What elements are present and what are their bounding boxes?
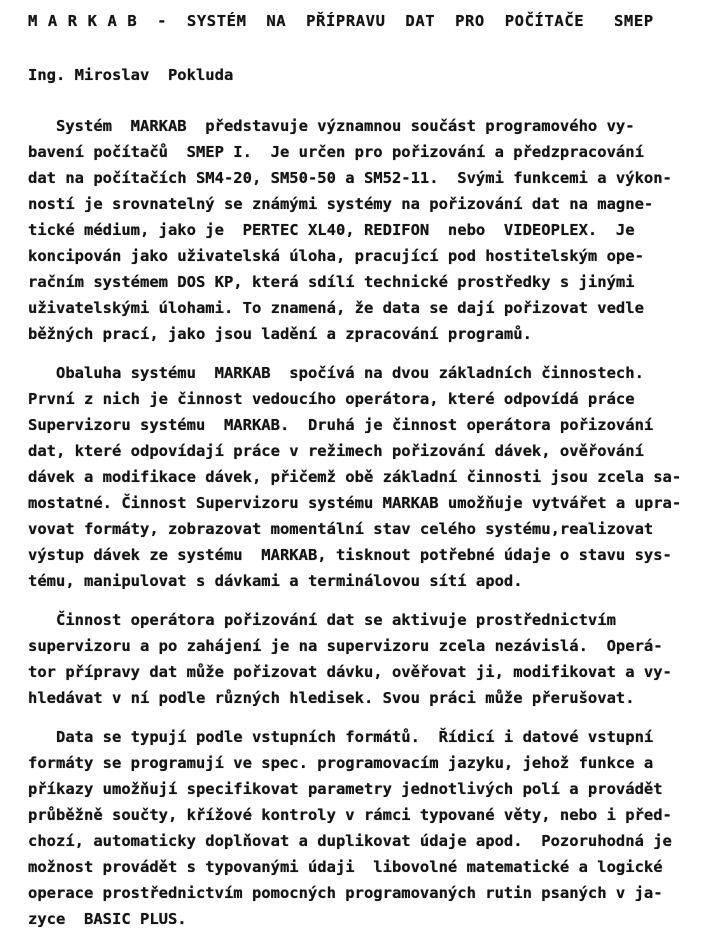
paragraph-2 <box>28 360 701 594</box>
text-line: Data se typují podle vstupních formátů. Řídicí i datové vstupní <box>28 728 654 746</box>
text-line: příkazy umožňují specifikovat parametry jednotlivých polí a provádět <box>28 780 663 798</box>
text-line: tor přípravy dat může pořizovat dávku, ověřovat ji, modifikovat a vy- <box>28 663 672 681</box>
text-line: operace prostřednictvím pomocných programovaných rutin psaných v ja- <box>28 884 663 902</box>
text-line: chozí, automaticky doplňovat a duplikovat údaje apod. Pozoruhodná je <box>28 832 672 850</box>
text-line: uživatelskými úlohami. To znamená, že data se dají pořizovat vedle <box>28 299 644 317</box>
text-line: dávek a modifikace dávek, přičemž obě základní činnosti jsou zcela sa- <box>28 468 682 486</box>
document-title: M A R K A B - SYSTÉM NA PŘÍPRAVU DAT PRO POČÍTAČE SMEP <box>28 12 654 30</box>
text-line: Systém MARKAB představuje významnou součást programového vy- <box>28 117 635 135</box>
text-line: První z nich je činnost vedoucího operátora, které odpovídá práce <box>28 390 635 408</box>
paragraph-4 <box>28 724 701 932</box>
text-line: možnost provádět s typovanými údaji libovolné matematické a logické <box>28 858 663 876</box>
text-line: zyce BASIC PLUS. <box>28 910 187 928</box>
text-line: Činnost operátora pořizování dat se aktivuje prostřednictvím <box>28 611 616 629</box>
text-line: tické médium, jako je PERTEC XL40, REDIFON nebo VIDEOPLEX. Je <box>28 221 635 239</box>
text-line: formáty se programují ve spec. programovacím jazyku, jehož funkce a <box>28 754 654 772</box>
text-line: Supervizoru systému MARKAB. Druhá je činnost operátora pořizování <box>28 416 654 434</box>
text-line: račním systémem DOS KP, která sdílí technické prostředky s jinými <box>28 273 635 291</box>
text-line: supervizoru a po zahájení je na supervizoru zcela nezávislá. Operá- <box>28 637 663 655</box>
text-line: Obaluha systému MARKAB spočívá na dvou základních činnostech. <box>28 364 644 382</box>
text-line: bavení počítačů SMEP I. Je určen pro pořizování a předzpracování <box>28 143 644 161</box>
paragraph-3 <box>28 607 701 711</box>
text-line: ností je srovnatelný se známými systémy na pořizování dat na magne- <box>28 195 654 213</box>
text-line: dat na počítačích SM4-20, SM50-50 a SM52-11. Svými funkcemi a výkon- <box>28 169 672 187</box>
text-line: tému, manipulovat s dávkami a terminálovou sítí apod. <box>28 572 523 590</box>
text-line: hledávat v ní podle různých hledisek. Svou práci může přerušovat. <box>28 689 635 707</box>
text-line: dat, které odpovídají práce v režimech pořizování dávek, ověřování <box>28 442 644 460</box>
text-line: průběžně součty, křížové kontroly v rámci typované věty, nebo i před- <box>28 806 672 824</box>
text-line: mostatné. Činnost Supervizoru systému MARKAB umožňuje vytvářet a upra- <box>28 494 682 512</box>
text-line: vovat formáty, zobrazovat momentální stav celého systému,realizovat <box>28 520 654 538</box>
author-byline: Ing. Miroslav Pokluda <box>28 66 234 84</box>
paragraph-1 <box>28 113 701 347</box>
text-line: běžných prací, jako jsou ladění a zpracování programů. <box>28 325 532 343</box>
text-line: výstup dávek ze systému MARKAB, tisknout potřebné údaje o stavu sys- <box>28 546 672 564</box>
text-line: koncipován jako uživatelská úloha, pracující pod hostitelským ope- <box>28 247 644 265</box>
